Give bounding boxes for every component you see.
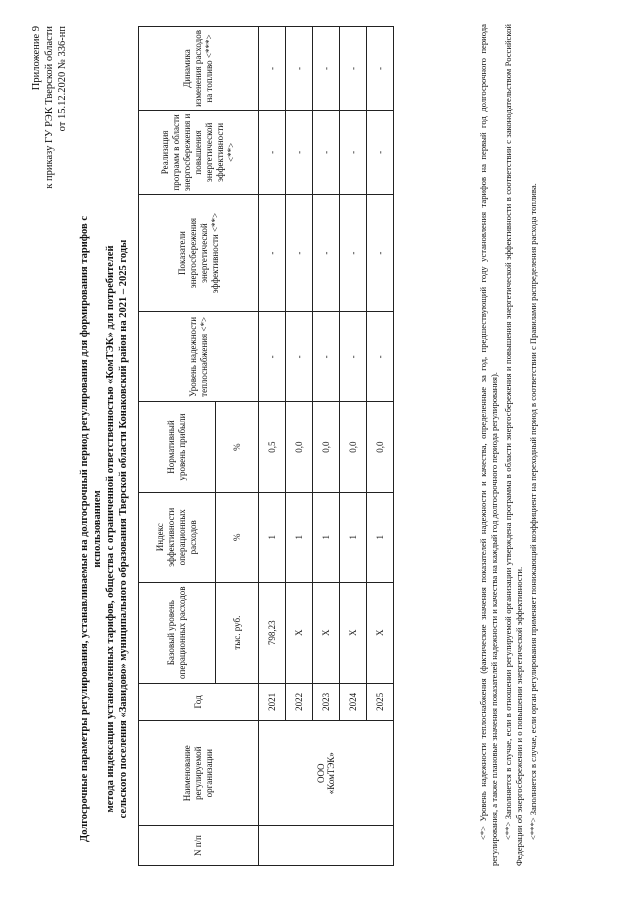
reliability-cell: - [313, 312, 340, 402]
title-line-2: метода индексации установленных тарифов, общества с ограниченной ответственностью «КомТЭК» для потребителей [105, 245, 116, 813]
title-line-1: Долгосрочные параметры регулирования, устанавливаемые на долгосрочный период регулирования для формирования тарифов с использованием [79, 216, 103, 843]
reliability-cell: - [340, 312, 367, 402]
profit-cell: 0,0 [340, 402, 367, 492]
row-number-cell [259, 826, 394, 866]
year-cell: 2025 [367, 683, 394, 721]
col-energy-indicators: Показатели энергосбережения энергетической эффективности <**> [139, 194, 259, 311]
col-profit-level: Нормативный уровень прибыли [139, 402, 216, 492]
year-cell: 2024 [340, 683, 367, 721]
footnote-reliability: <*> Уровень надежности теплоснабжения (фактические значения показателей надежности и качества, определенные за год, предшествующий году установления тарифов на первый год долгосрочного периода регулирования, а также плановые значения показателей надежности и качества на каждый год долгосрочного периода регулирования). [478, 24, 500, 866]
appendix-number: Приложение 9 [31, 26, 42, 91]
document-title [78, 214, 130, 844]
fuel-cell: - [367, 27, 394, 111]
energy-cell: - [367, 194, 394, 311]
organization-cell [259, 721, 394, 826]
footnote-energy: <**> Заполняется в случае, если в отношении регулируемой организации утверждена программа в области энергосбережения и повышения энергетической эффективности в соответствии с законодательством Российской Федерации об энергосбережении и о повышении энергетической эффективности. [502, 24, 525, 866]
unit-profit: % [216, 402, 259, 492]
table-header-row [139, 27, 216, 866]
col-fuel-dynamics: Динамика изменения расходов на топливо <***> [139, 27, 259, 111]
col-energy-program: Реализация программ в области энергосбережения и повышения энергетической эффективности <**> [139, 110, 259, 194]
reliability-cell: - [367, 312, 394, 402]
table-row [259, 27, 286, 866]
energy-cell: - [340, 194, 367, 311]
document-page [20, 14, 620, 884]
base-cell: X [286, 582, 313, 683]
profit-cell: 0,0 [313, 402, 340, 492]
footnotes [478, 24, 541, 866]
energy-cell: - [286, 194, 313, 311]
base-cell: 798,23 [259, 582, 286, 683]
energy-cell: - [259, 194, 286, 311]
program-cell: - [313, 110, 340, 194]
program-cell: - [286, 110, 313, 194]
appendix-header [30, 26, 69, 189]
col-base-level: Базовый уровень операционных расходов [139, 582, 216, 683]
order-reference: к приказу ГУ РЭК Тверской области [44, 26, 55, 189]
program-cell: - [259, 110, 286, 194]
parameters-table [138, 26, 394, 866]
order-date: от 15.12.2020 № 336-нп [57, 26, 68, 132]
unit-index: % [216, 492, 259, 582]
year-cell: 2022 [286, 683, 313, 721]
col-efficiency-index: Индекс эффективности операционных расходов [139, 492, 216, 582]
unit-base: тыс. руб. [216, 582, 259, 683]
col-num: N п/п [139, 826, 259, 866]
year-cell: 2023 [313, 683, 340, 721]
base-cell: X [367, 582, 394, 683]
footnote-fuel: <***> Заполняется в случае, если орган регулирования применяет понижающий коэффициент на переходный период в соответствии с Правилами распределения расхода топлива. [527, 183, 538, 840]
index-cell: 1 [313, 492, 340, 582]
program-cell: - [367, 110, 394, 194]
col-year: Год [139, 683, 259, 721]
col-reliability: Уровень надежности теплоснабжения <*> [139, 312, 259, 402]
energy-cell: - [313, 194, 340, 311]
profit-cell: 0,0 [286, 402, 313, 492]
index-cell: 1 [367, 492, 394, 582]
fuel-cell: - [259, 27, 286, 111]
reliability-cell: - [286, 312, 313, 402]
year-cell: 2021 [259, 683, 286, 721]
program-cell: - [340, 110, 367, 194]
index-cell: 1 [340, 492, 367, 582]
col-organization: Наименование регулируемой организации [139, 721, 259, 826]
index-cell: 1 [259, 492, 286, 582]
index-cell: 1 [286, 492, 313, 582]
organization-name-1: ООО [316, 763, 326, 783]
profit-cell: 0,5 [259, 402, 286, 492]
title-line-3: сельского поселения «Завидово» муниципального образования Тверской области Конаковский район на 2021 – 2025 годы [118, 239, 129, 819]
fuel-cell: - [313, 27, 340, 111]
fuel-cell: - [340, 27, 367, 111]
fuel-cell: - [286, 27, 313, 111]
base-cell: X [313, 582, 340, 683]
reliability-cell: - [259, 312, 286, 402]
organization-name-2: «КомТЭК» [326, 752, 336, 795]
profit-cell: 0,0 [367, 402, 394, 492]
base-cell: X [340, 582, 367, 683]
